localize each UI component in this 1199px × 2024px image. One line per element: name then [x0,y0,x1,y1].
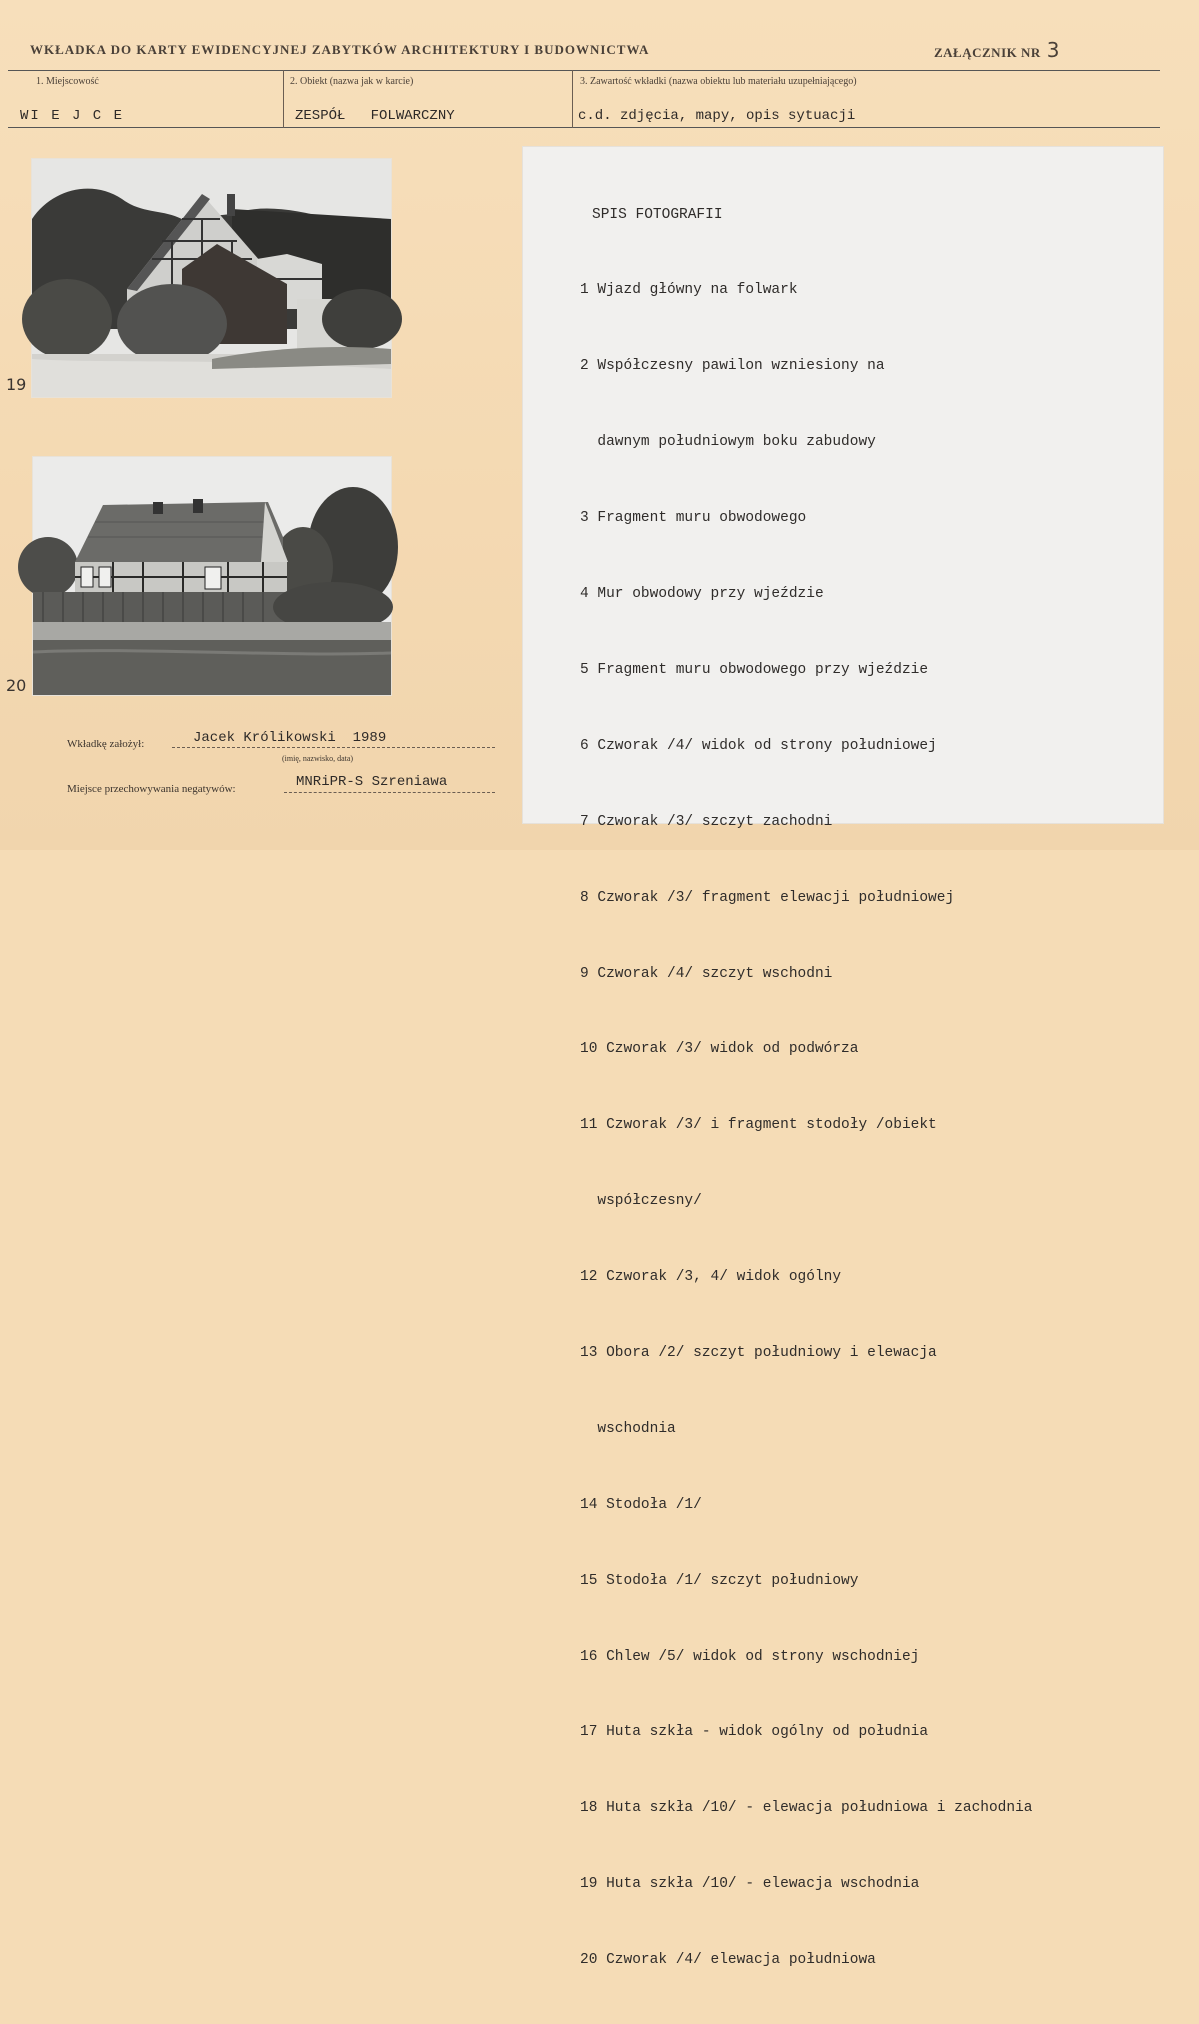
list-item: 4 Mur obwodowy przy wjeździe [580,586,824,603]
field-divider-1 [283,70,284,128]
object-value: ZESPÓŁ FOLWARCZNY [295,108,455,124]
list-item: dawnym południowym boku zabudowy [580,434,876,451]
author-note: (imię, nazwisko, data) [282,754,354,763]
photo-20-image [33,457,391,695]
storage-dashline [284,792,495,793]
author-value: Jacek Królikowski 1989 [193,730,387,746]
photo-20-number: 20 [6,676,27,695]
list-item: 13 Obora /2/ szczyt południowy i elewacja [580,1344,937,1361]
list-item: wschodnia [580,1420,676,1437]
list-item: 3 Fragment muru obwodowego [580,510,807,527]
photo-19-number: 19 [6,375,27,394]
list-item: 20 Czworak /4/ elewacja południowa [580,1952,876,1969]
list-item: 8 Czworak /3/ fragment elewacji południowej [580,889,955,906]
author-dashline [172,747,495,748]
list-item: 16 Chlew /5/ widok od strony wschodniej [580,1648,920,1665]
header-rule-top [8,70,1160,71]
photo-19 [31,158,392,398]
photo-list [580,152,1032,2024]
list-item: 7 Czworak /3/ szczyt zachodni [580,813,833,830]
photo-19-image [32,159,391,397]
list-item: 11 Czworak /3/ i fragment stodoły /obiekt [580,1117,937,1134]
attachment-label: ZAŁĄCZNIK NR [934,45,1041,60]
storage-value: MNRiPR-S Szreniawa [296,774,448,790]
object-label: 2. Obiekt (nazwa jak w karcie) [290,76,414,87]
content-value: c.d. zdjęcia, mapy, opis sytuacji [578,108,856,124]
list-item: 9 Czworak /4/ szczyt wschodni [580,965,833,982]
content-label: 3. Zawartość wkładki (nazwa obiektu lub materiału uzupełniającego) [580,76,857,87]
attachment-number [934,38,1060,62]
list-item: 15 Stodoła /1/ szczyt południowy [580,1572,859,1589]
list-item: 17 Huta szkła - widok ogólny od południa [580,1724,929,1741]
list-item: 1 Wjazd główny na folwark [580,282,798,299]
list-item: 5 Fragment muru obwodowego przy wjeździe [580,661,929,678]
photo-list-heading: SPIS FOTOGRAFII [592,206,723,223]
list-item: 19 Huta szkła /10/ - elewacja wschodnia [580,1876,920,1893]
list-item: 10 Czworak /3/ widok od podwórza [580,1041,859,1058]
storage-label: Miejsce przechowywania negatywów: [67,783,236,795]
list-item: 2 Współczesny pawilon wzniesiony na [580,358,885,375]
locality-label: 1. Miejscowość [36,76,99,87]
list-item: współczesny/ [580,1193,702,1210]
author-label: Wkładkę założył: [67,738,145,750]
list-item: 12 Czworak /3, 4/ widok ogólny [580,1269,842,1286]
list-item: 14 Stodoła /1/ [580,1496,702,1513]
photo-20 [32,456,392,696]
field-divider-2 [572,70,573,128]
list-item: 18 Huta szkła /10/ - elewacja południowa i zachodnia [580,1800,1033,1817]
header-rule-bottom [8,127,1160,128]
attachment-number-value: 3 [1046,38,1060,62]
locality-value: WI E J C E [20,108,125,124]
list-item: 6 Czworak /4/ widok od strony południowej [580,737,937,754]
card-title: WKŁADKA DO KARTY EWIDENCYJNEJ ZABYTKÓW ARCHITEKTURY I BUDOWNICTWA [30,42,650,57]
